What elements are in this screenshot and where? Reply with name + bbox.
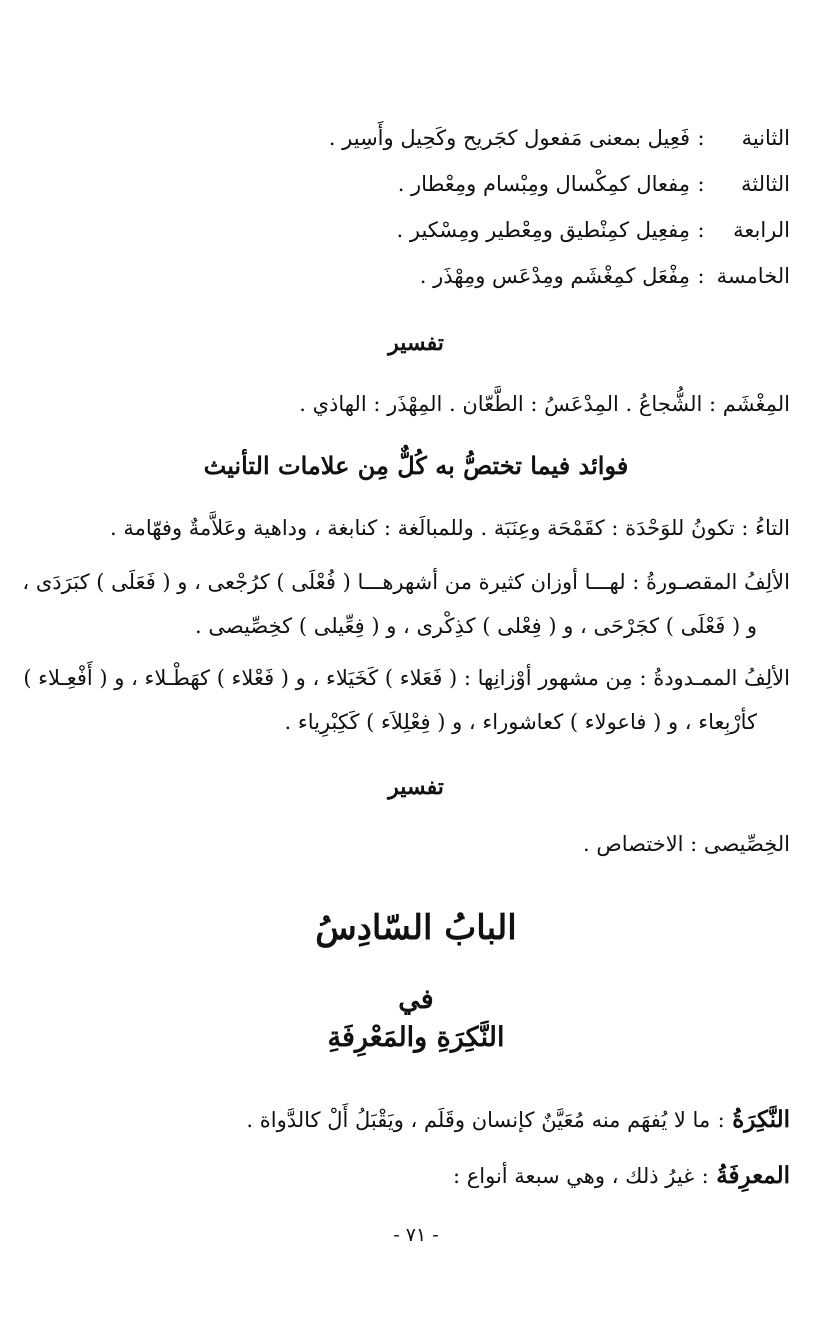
list-row-fourth — [397, 218, 791, 243]
benefit-alif-maqsura-line2: و ( فَعْلَى ) كجَرْحَى ، و ( فِعْلى ) كذِكْرى ، و ( فِعِّيلى ) كخِصِّيصى . — [195, 614, 757, 638]
row-label: الثانية — [741, 126, 790, 150]
row-label: الخامسة — [716, 264, 790, 288]
colon: : — [697, 264, 705, 288]
colon: : — [697, 172, 705, 196]
tafsir-text-1: المِغْشَم : الشُّجاعُ . المِدْعَسُ : الطَّعّان . المِهْذَر : الهاذي . — [299, 392, 790, 416]
list-row-second — [329, 126, 790, 151]
row-label: الرابعة — [733, 218, 790, 242]
section-heading-benefits: فوائد فيما تختصُّ به كُلٌّ مِن علامات التأنيث — [203, 451, 629, 480]
row-text: مِفْعَل كمِغْشَم ومِدْعَس ومِهْذَر . — [419, 264, 690, 288]
colon: : — [697, 126, 705, 150]
section-heading-tafsir-1: تفسير — [388, 330, 444, 356]
list-row-third — [398, 172, 790, 197]
row-text: مِفعِيل كمِنْطيق ومِعْطير ومِسْكير . — [396, 218, 690, 242]
benefit-alif-mamduda-line1: الألِفُ الممـدودةُ : مِن مشهور أوْزانِها : ( فَعَلاء ) كَخَيَلاء ، و ( فَعْلاء ) كهَطْـلاء ، و ( أَفْعِـلاء ) — [23, 666, 790, 690]
definition-term: النَّكِرَةُ — [732, 1106, 790, 1133]
benefit-alif-mamduda-line2: كأرْبِعاء ، و ( فاعولاء ) كعاشوراء ، و ( فِعْلِلاَء ) كَكِبْرِياء . — [284, 710, 757, 734]
list-row-fifth — [420, 264, 790, 289]
tafsir-text-2: الخِصِّيصى : الاختصاص . — [583, 832, 790, 856]
section-heading-tafsir-2: تفسير — [388, 774, 444, 800]
row-text: مِفعال كمِكْسال ومِبْسام ومِعْطار . — [397, 172, 690, 196]
chapter-preposition: في — [398, 984, 434, 1015]
chapter-title: البابُ السّادِسُ — [315, 908, 517, 948]
definition-text: غيرُ ذلك ، وهي سبعة أنواع : — [452, 1164, 695, 1188]
benefit-taa: التاءُ : تكونُ للوَحْدَة : كقَمْحَة وعِنَبَة . وللمبالَغة : كنابغة ، وداهية وعَلاَّمةٌ وفهّامة . — [109, 516, 790, 540]
definition-nakira — [246, 1106, 790, 1134]
row-label: الثالثة — [741, 172, 790, 196]
colon: : — [701, 1164, 709, 1188]
row-text: فَعِيل بمعنى مَفعول كجَريح وكَحِيل وأَسِير . — [328, 126, 690, 150]
definition-marifa — [453, 1162, 790, 1190]
colon: : — [697, 218, 705, 242]
colon: : — [717, 1108, 725, 1132]
page-number: - ٧١ - — [393, 1224, 439, 1246]
benefit-alif-maqsura-line1: الألِفُ المقصـورةُ : لهـــا أوزان كثيرة من أشهرهـــا ( فُعْلَى ) كرُجْعى ، و ( فَعَلَى ) كبَرَدَى ، — [22, 570, 790, 594]
definition-term: المعرِفَةُ — [716, 1162, 790, 1189]
chapter-subtitle: النَّكِرَةِ والمَعْرِفَةِ — [327, 1022, 505, 1053]
definition-text: ما لا يُفهَم منه مُعَيَّنٌ كإنسان وقَلَم ، ويَقْبَلُ أَلْ كالدَّواة . — [246, 1108, 711, 1132]
